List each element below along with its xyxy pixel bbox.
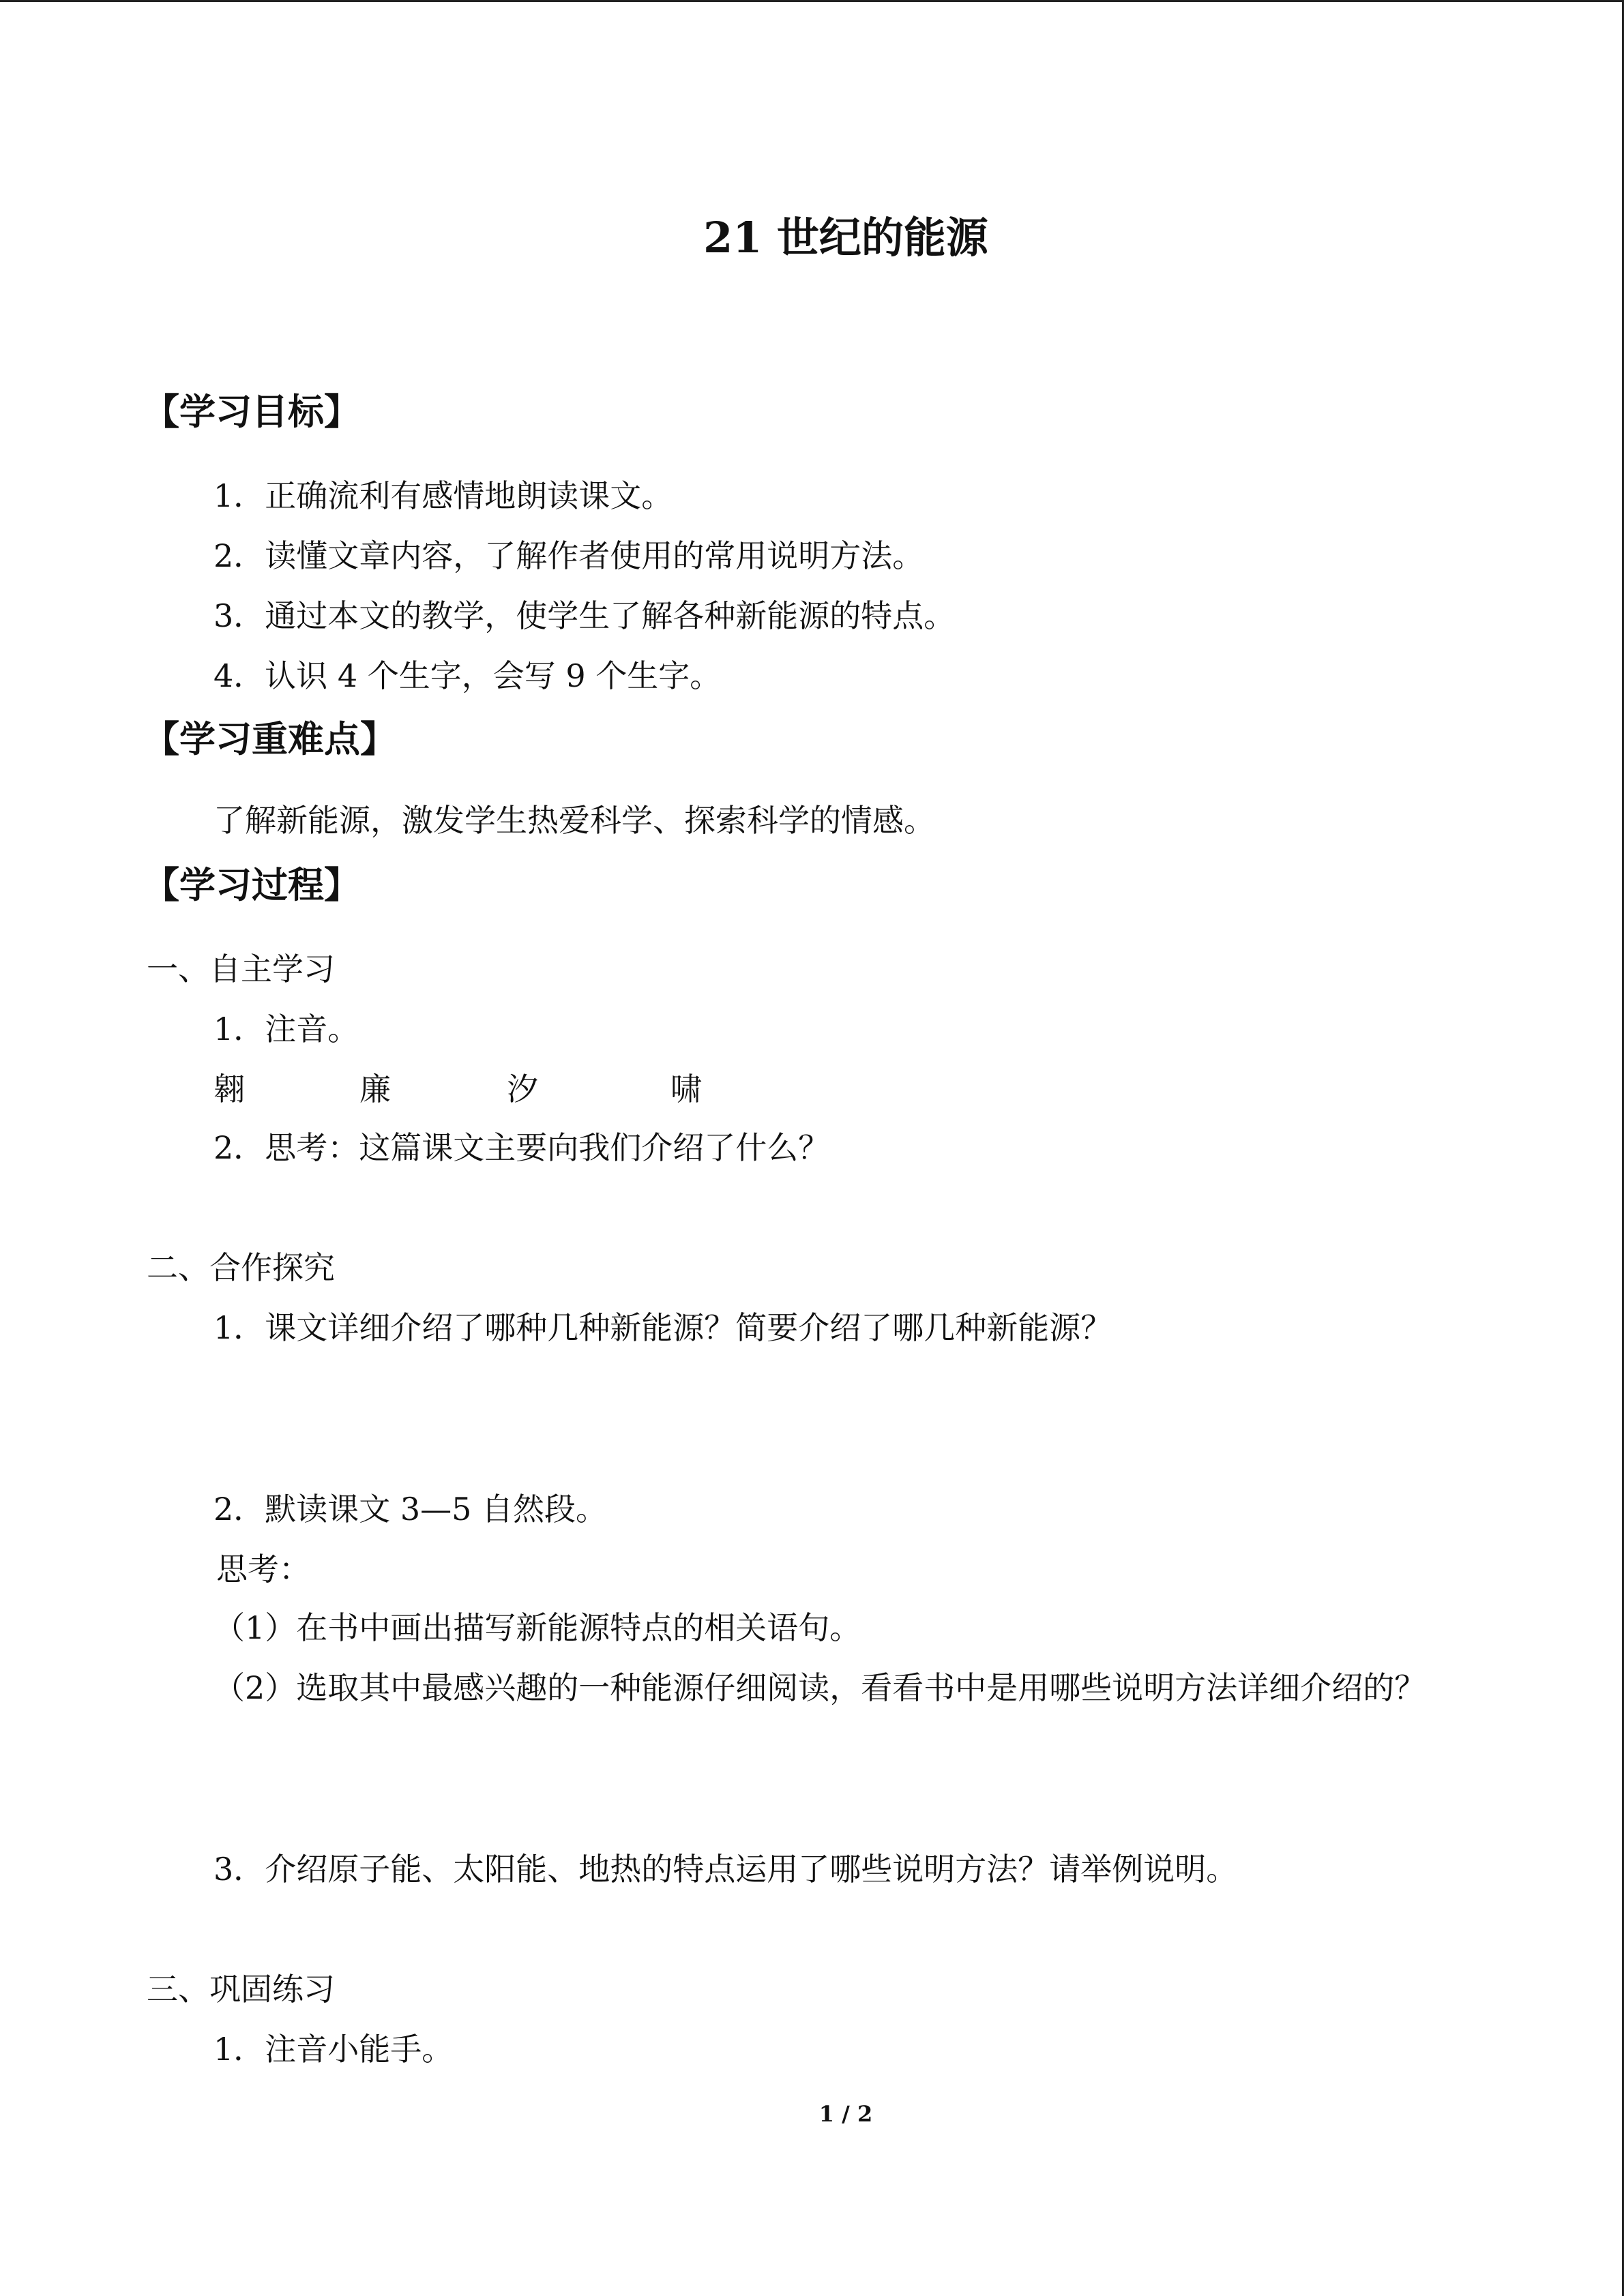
part2-think: 思考： xyxy=(216,1551,310,1587)
goal-item-2: 2．读懂文章内容，了解作者使用的常用说明方法。 xyxy=(213,537,924,574)
part2-sub2: （2）选取其中最感兴趣的一种能源仔细阅读，看看书中是用哪些说明方法详细介绍的？ xyxy=(213,1669,1426,1706)
part3-title: 三、巩固练习 xyxy=(147,1971,335,2008)
pinyin-char-1: 翱 xyxy=(213,1071,245,1107)
part1-q1: 1．注音。 xyxy=(213,1011,359,1047)
goal-item-3: 3．通过本文的教学，使学生了解各种新能源的特点。 xyxy=(213,597,956,634)
goal-item-1: 1．正确流利有感情地朗读课文。 xyxy=(213,477,673,514)
process-heading: 【学习过程】 xyxy=(143,864,360,906)
part2-q2: 2．默读课文 3—5 自然段。 xyxy=(213,1491,608,1527)
key-points-text: 了解新能源，激发学生热爱科学、探索科学的情感。 xyxy=(213,802,935,839)
page-title: 21 世纪的能源 xyxy=(703,213,988,263)
part1-title: 一、自主学习 xyxy=(147,951,335,987)
part3-q1: 1．注音小能手。 xyxy=(213,2031,454,2068)
part2-q3: 3．介绍原子能、太阳能、地热的特点运用了哪些说明方法？请举例说明。 xyxy=(213,1851,1238,1888)
part2-title: 二、合作探究 xyxy=(147,1249,335,1286)
pinyin-char-2: 廉 xyxy=(359,1071,391,1107)
part2-sub1: （1）在书中画出描写新能源特点的相关语句。 xyxy=(213,1609,861,1646)
pinyin-char-4: 啸 xyxy=(670,1071,702,1107)
page-top-border xyxy=(0,0,1624,2)
page-number: 1 / 2 xyxy=(818,2101,873,2127)
pinyin-char-3: 汐 xyxy=(507,1071,538,1107)
key-points-heading: 【学习重难点】 xyxy=(143,718,396,760)
goals-heading: 【学习目标】 xyxy=(143,391,360,433)
goal-item-4: 4．认识 4 个生字，会写 9 个生字。 xyxy=(213,657,722,694)
part1-q2: 2．思考：这篇课文主要向我们介绍了什么？ xyxy=(213,1129,830,1166)
part2-q1: 1．课文详细介绍了哪种几种新能源？简要介绍了哪几种新能源？ xyxy=(213,1309,1112,1346)
